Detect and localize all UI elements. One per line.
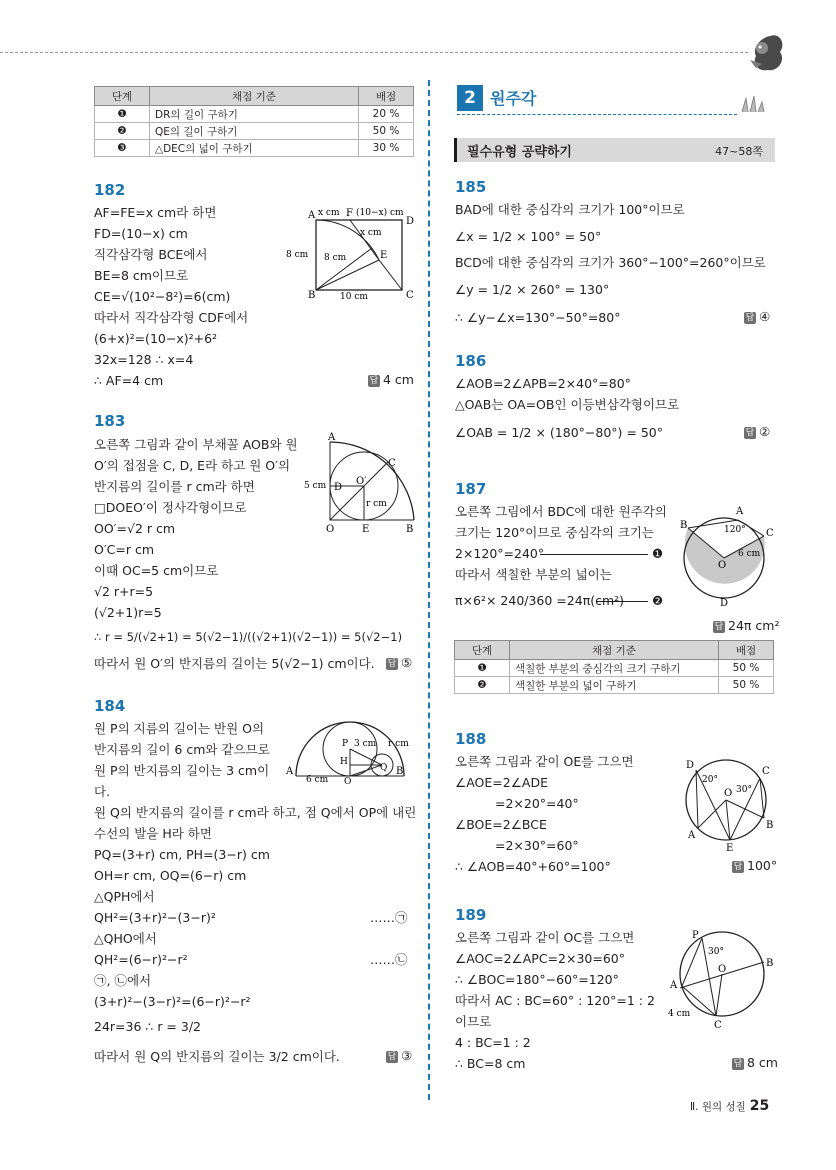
label-o: O: [344, 777, 352, 784]
p184-line: 따라서 원 Q의 반지름의 길이는 3/2 cm이다.: [94, 1049, 340, 1064]
label-p: P: [342, 739, 349, 749]
label-c: C: [766, 528, 774, 539]
p185-line: ∴ ∠y−∠x=130°−50°=80°: [455, 310, 621, 325]
p185-line: ∠y = 1/2 × 260° = 130°: [455, 282, 610, 297]
problem-188-number: 188: [455, 730, 487, 748]
p187-mark2: ❷: [652, 593, 664, 608]
chapter-label: Ⅱ. 원의 성질: [690, 1101, 746, 1113]
label-b: B: [406, 524, 414, 535]
label-o2: O′: [356, 476, 367, 487]
table-row: ❸ △DEC의 넓이 구하기 30 %: [95, 140, 414, 157]
section-underline: [457, 114, 737, 115]
label-c: C: [406, 290, 414, 301]
p185-line: ∠x = 1/2 × 100° = 50°: [455, 229, 602, 244]
col-points: 배점: [359, 87, 414, 106]
p182-line: FD=(10−x) cm: [94, 226, 188, 241]
label-d: D: [406, 216, 415, 227]
label-o: O: [326, 524, 335, 535]
answer-icon: 답: [733, 1058, 743, 1069]
p184-answer: 답 ③: [387, 1048, 413, 1063]
page-footer: [690, 1098, 769, 1114]
label-c: C: [388, 458, 396, 469]
p183-line: (√2+1)r=5: [94, 605, 162, 620]
p184-line: 원 P의 지름의 길이는 반원 O의: [94, 721, 265, 736]
p189-figure: [664, 926, 776, 1030]
label-a: A: [736, 506, 744, 517]
banner-required-types: [454, 138, 775, 162]
banner-title: 필수유형 공략하기: [467, 145, 572, 160]
p182-line: (6+x)²=(10−x)²+6²: [94, 331, 218, 346]
label-d: D: [334, 482, 343, 493]
p187-figure: [676, 500, 776, 612]
label-a: A: [688, 830, 696, 841]
answer-icon: 답: [733, 861, 743, 872]
p188-line: 오른쪽 그림과 같이 OE를 그으면: [455, 754, 634, 769]
p186-line: △OAB는 OA=OB인 이등변삼각형이므로: [455, 397, 680, 412]
label-b: B: [308, 290, 316, 301]
p185-line: BCD에 대한 중심각의 크기가 360°−100°=260°이므로: [455, 255, 766, 270]
p188-line: =2×30°=60°: [495, 838, 579, 853]
p184-line: QH²=(6−r)²−r²: [94, 952, 188, 967]
grade-table-2: [454, 640, 774, 694]
p182-line: 직각삼각형 BCE에서: [94, 247, 208, 262]
answer-icon: 답: [714, 621, 724, 632]
answer-icon: 답: [387, 1051, 397, 1062]
problem-185-number: 185: [455, 178, 487, 196]
label-r: r cm: [388, 739, 409, 749]
label-8b: 8 cm: [324, 253, 347, 263]
answer-icon: 답: [387, 658, 397, 669]
label-b: B: [766, 820, 774, 831]
p188-line: ∴ ∠AOB=40°+60°=100°: [455, 859, 611, 874]
p184-line: ㉠, ㉡에서: [94, 973, 152, 988]
p189-line: ∴ ∠BOC=180°−60°=120°: [455, 972, 619, 987]
p184-mark1: ……㉠: [370, 910, 408, 925]
col-step: 단계: [95, 87, 150, 106]
answer-icon: 답: [745, 312, 755, 323]
label-e: E: [362, 524, 370, 535]
col-points: 배점: [719, 641, 774, 660]
label-o: O: [718, 560, 727, 571]
p182-line: CE=√(10²−8²)=6(cm): [94, 289, 231, 304]
problem-182-number: 182: [94, 181, 126, 199]
p182-line: BE=8 cm이므로: [94, 268, 189, 283]
p184-line: 24r=36 ∴ r = 3/2: [94, 1019, 202, 1034]
p184-line: △QHO에서: [94, 931, 157, 946]
p184-line: △QPH에서: [94, 889, 155, 904]
label-c: C: [762, 766, 770, 777]
p182-line: 따라서 직각삼각형 CDF에서: [94, 310, 249, 325]
p186-answer: 답 ②: [745, 424, 771, 439]
label-o: O: [718, 964, 727, 975]
label-b: B: [680, 520, 688, 531]
p189-line: 따라서 AC : BC=60° : 120°=1 : 2: [455, 993, 655, 1008]
problem-189-number: 189: [455, 906, 487, 924]
p182-line: AF=FE=x cm라 하면: [94, 205, 217, 220]
p187-mark1: ❶: [652, 546, 664, 561]
p187-line: 따라서 색칠한 부분의 넓이는: [455, 567, 612, 582]
p184-line: OH=r cm, OQ=(6−r) cm: [94, 868, 247, 883]
label-30: 30°: [708, 947, 724, 957]
page-number: 25: [749, 1098, 770, 1114]
label-120: 120°: [724, 525, 746, 535]
p186-line: ∠AOB=2∠APB=2×40°=80°: [455, 376, 631, 391]
label-p: P: [692, 930, 699, 941]
col-criteria: 채점 기준: [510, 641, 719, 660]
p185-answer: 답 ④: [745, 309, 771, 324]
label-c: C: [714, 1020, 722, 1030]
banner-pages: 47~58쪽: [715, 145, 763, 158]
p184-line: 수선의 발을 H라 하면: [94, 826, 212, 841]
p189-line: 4 : BC=1 : 2: [455, 1035, 531, 1050]
col-step: 단계: [455, 641, 510, 660]
label-8a: 8 cm: [286, 250, 309, 260]
label-e: E: [380, 250, 388, 261]
label-q: Q: [380, 763, 388, 773]
label-a: A: [670, 980, 678, 991]
label-3: 3 cm: [354, 739, 377, 749]
p183-line: O′C=r cm: [94, 542, 155, 557]
p184-figure: [284, 720, 418, 784]
p182-figure: [284, 202, 418, 302]
label-x1: x cm: [318, 208, 340, 218]
p183-figure: [300, 432, 420, 536]
p184-line: QH²=(3+r)²−(3−r)²: [94, 910, 216, 925]
problem-184-number: 184: [94, 697, 126, 715]
label-5: 5 cm: [304, 481, 327, 491]
label-x2: (10−x) cm: [356, 208, 404, 218]
section-title: 원주각: [490, 89, 537, 108]
label-30: 30°: [736, 785, 752, 795]
p183-line: OO′=√2 r cm: [94, 521, 176, 536]
table-row: ❶ DR의 길이 구하기 20 %: [95, 106, 414, 123]
label-e: E: [726, 843, 734, 852]
grass-icon: [738, 94, 768, 114]
p189-line: 이므로: [455, 1014, 492, 1029]
label-b: B: [396, 766, 404, 777]
p189-line: ∴ BC=8 cm: [455, 1056, 526, 1071]
section-number-badge: 2: [457, 85, 483, 111]
p189-line: ∠AOC=2∠APC=2×30=60°: [455, 951, 625, 966]
p188-line: ∠BOE=2∠BCE: [455, 817, 547, 832]
label-a: A: [308, 210, 316, 221]
label-a: A: [328, 432, 336, 443]
label-f: F: [346, 208, 353, 219]
p187-line: 크기는 120°이므로 중심각의 크기는: [455, 525, 655, 540]
p182-answer: 답 4 cm: [369, 372, 414, 387]
label-6: 6 cm: [738, 549, 761, 559]
leader-line: [596, 601, 648, 602]
column-divider: [428, 80, 430, 1100]
p187-line: 2×120°=240°: [455, 546, 545, 561]
table-row: ❷ QE의 길이 구하기 50 %: [95, 123, 414, 140]
p188-line: ∠AOE=2∠ADE: [455, 775, 548, 790]
p183-line: 오른쪽 그림과 같이 부채꼴 AOB와 원: [94, 437, 298, 452]
label-4: 4 cm: [668, 1009, 691, 1019]
p189-answer: 답 8 cm: [733, 1055, 778, 1070]
col-criteria: 채점 기준: [150, 87, 359, 106]
p183-line: 이때 OC=5 cm이므로: [94, 563, 219, 578]
p187-line: π×6²× 240/360 =24π(cm²): [455, 593, 625, 608]
label-h: H: [340, 757, 348, 767]
label-x3: x cm: [360, 228, 382, 238]
p188-answer: 답 100°: [733, 858, 778, 873]
problem-187-number: 187: [455, 480, 487, 498]
p188-line: =2×20°=40°: [495, 796, 579, 811]
p184-line: 원 P의 반지름의 길이는 3 cm이: [94, 763, 270, 778]
problem-183-number: 183: [94, 412, 126, 430]
p186-line: ∠OAB = 1/2 × (180°−80°) = 50°: [455, 425, 663, 440]
p187-answer: 답 24π cm²: [714, 618, 780, 633]
leader-line: [540, 554, 648, 555]
label-a: A: [286, 766, 294, 777]
p188-figure: [676, 756, 776, 852]
label-10: 10 cm: [340, 292, 368, 302]
p183-answer: 답 ⑤: [387, 655, 413, 670]
squirrel-mascot-icon: [746, 30, 786, 74]
label-r: r cm: [366, 499, 387, 509]
label-6: 6 cm: [306, 775, 329, 784]
p184-line: 반지름의 길이 6 cm와 같으므로: [94, 742, 270, 757]
p183-line: ∴ r = 5/(√2+1) = 5(√2−1)/((√2+1)(√2−1)) = 5(√2−1): [94, 630, 403, 644]
grade-table-1: [94, 86, 414, 157]
top-dashed-rule: [0, 52, 748, 53]
label-b: B: [766, 958, 774, 969]
answer-icon: 답: [745, 427, 755, 438]
answer-icon: 답: [369, 375, 379, 386]
problem-186-number: 186: [455, 352, 487, 370]
p184-line: (3+r)²−(3−r)²=(6−r)²−r²: [94, 994, 251, 1009]
p187-line: 오른쪽 그림에서 BDC에 대한 원주각의: [455, 504, 667, 519]
p183-line: 따라서 원 O′의 반지름의 길이는 5(√2−1) cm이다.: [94, 656, 375, 671]
p183-line: 반지름의 길이를 r cm라 하면: [94, 479, 255, 494]
p183-line: √2 r+r=5: [94, 584, 154, 599]
p189-line: 오른쪽 그림과 같이 OC를 그으면: [455, 930, 635, 945]
table-row: ❷ 색칠한 부분의 넓이 구하기 50 %: [455, 677, 774, 694]
p183-line: □DOEO′이 정사각형이므로: [94, 500, 247, 515]
p184-line: 다.: [94, 784, 111, 799]
p183-line: O′의 접점을 C, D, E라 하고 원 O′의: [94, 458, 291, 473]
label-d: D: [686, 760, 695, 771]
label-20: 20°: [702, 775, 718, 785]
p185-line: BAD에 대한 중심각의 크기가 100°이므로: [455, 202, 685, 217]
p184-mark2: ……㉡: [370, 952, 408, 967]
p184-line: PQ=(3+r) cm, PH=(3−r) cm: [94, 847, 270, 862]
p184-line: 원 Q의 반지름의 길이를 r cm라 하고, 점 Q에서 OP에 내린: [94, 805, 417, 820]
label-d: D: [720, 598, 729, 609]
label-o: O: [724, 788, 733, 799]
table-row: ❶ 색칠한 부분의 중심각의 크기 구하기 50 %: [455, 660, 774, 677]
p182-line: ∴ AF=4 cm: [94, 373, 164, 388]
p182-line: 32x=128 ∴ x=4: [94, 352, 194, 367]
